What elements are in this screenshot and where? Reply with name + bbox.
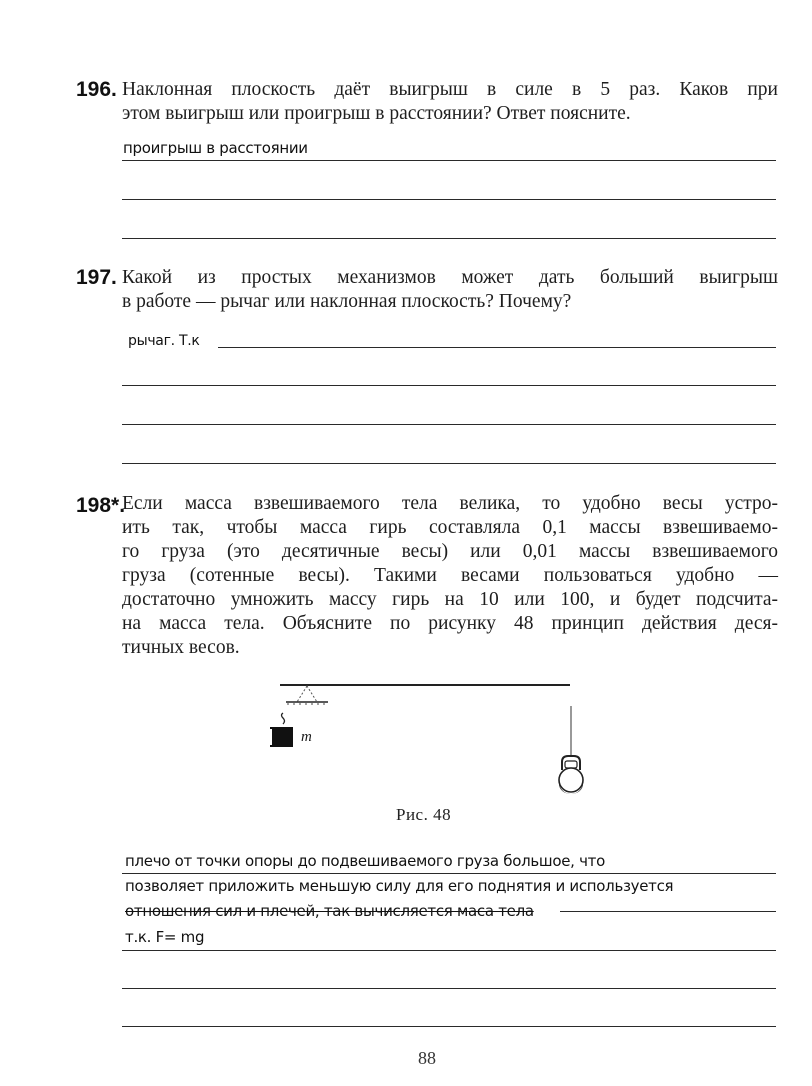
task-196-answer-1[interactable]: проигрыш в расстоянии bbox=[123, 139, 308, 157]
figure-caption: Рис. 48 bbox=[396, 805, 452, 824]
task-197-answer-1[interactable]: рычаг. Т.к bbox=[128, 333, 200, 349]
lever-diagram-icon bbox=[270, 676, 590, 806]
task-198-line-1: Если масса взвешиваемого тела велика, то удобно весы устро- bbox=[122, 493, 778, 514]
task-198-answer-1[interactable]: плечо от точки опоры до подвешиваемого груза большое, что bbox=[125, 852, 605, 870]
task-196-text bbox=[122, 78, 778, 126]
task-198-line-7: тичных весов. bbox=[122, 637, 240, 658]
task-196-line-2: этом выигрыш или проигрыш в расстоянии? Ответ поясните. bbox=[122, 103, 631, 124]
mass-label: m bbox=[301, 729, 312, 745]
answer-line bbox=[122, 238, 776, 239]
answer-line bbox=[122, 988, 776, 989]
task-197-number: 197. bbox=[76, 266, 117, 289]
answer-line bbox=[122, 160, 776, 161]
task-198-line-2: ить так, чтобы масса гирь составляла 0,1 массы взвешиваемо- bbox=[122, 517, 778, 538]
answer-line bbox=[122, 1026, 776, 1027]
task-196-line-1: Наклонная плоскость даёт выигрыш в силе в 5 раз. Каков при bbox=[122, 79, 778, 100]
task-198-number: 198*. bbox=[76, 494, 126, 517]
figure-48-decimal-scale bbox=[270, 676, 590, 806]
answer-line bbox=[122, 950, 776, 951]
task-198-answer-4[interactable]: т.к. F= mg bbox=[125, 928, 205, 946]
task-197-line-1: Какой из простых механизмов может дать больший выигрыш bbox=[122, 267, 778, 288]
answer-line bbox=[218, 347, 776, 348]
answer-line bbox=[122, 199, 776, 200]
task-197-text bbox=[122, 266, 778, 314]
answer-line bbox=[122, 385, 776, 386]
task-198-answer-2[interactable]: позволяет приложить меньшую силу для его поднятия и используется bbox=[125, 877, 674, 895]
task-198-line-5: достаточно умножить массу гирь на 10 или 100, и будет подсчита- bbox=[122, 589, 778, 610]
task-198-line-3: го груза (это десятичные весы) или 0,01 массы взвешиваемого bbox=[122, 541, 778, 562]
task-198-answer-3[interactable]: отношения сил и плечей, так вычисляется маса тела bbox=[125, 902, 534, 920]
task-196-number: 196. bbox=[76, 78, 117, 101]
answer-line bbox=[122, 873, 776, 874]
page-number: 88 bbox=[418, 1048, 436, 1068]
answer-line bbox=[122, 463, 776, 464]
task-198-line-6: на масса тела. Объясните по рисунку 48 принцип действия деся- bbox=[122, 613, 778, 634]
answer-line bbox=[122, 424, 776, 425]
task-197-line-2: в работе — рычаг или наклонная плоскость? Почему? bbox=[122, 291, 572, 312]
task-198-line-4: груза (сотенные весы). Такими весами пользоваться удобно — bbox=[122, 565, 778, 586]
task-198-text bbox=[122, 492, 778, 660]
answer-line bbox=[560, 911, 776, 912]
